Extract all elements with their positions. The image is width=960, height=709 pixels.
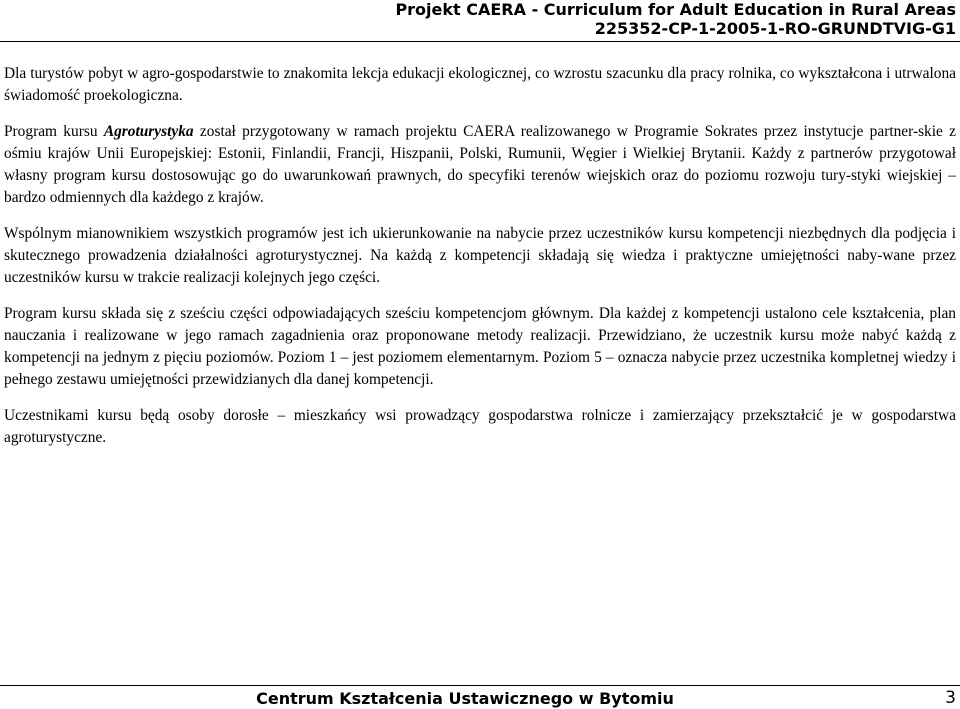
course-name: Agroturystyka [103, 123, 194, 140]
page-number: 3 [945, 688, 956, 708]
footer-title: Centrum Kształcenia Ustawicznego w Bytomiu [256, 689, 674, 708]
paragraph-4: Program kursu składa się z sześciu części odpowiadających sześciu kompetencjom głównym. Dla każdej z kompetencji ustalono cele kształcenia, plan nauczania i realizowane w jego ramach zagadnienia oraz proponowane metody realizacji. Przewidziano, że uczestnik kursu może nabyć każdą z kompetencji na jednym z pięciu poziomów. Poziom 1 – jest poziomem elementarnym. Poziom 5 – oznacza nabycie przez uczestnika kompletnej wiedzy i pełnego zestawu umiejętności przewidzianych dla danej kompetencji. [4, 305, 956, 388]
paragraph-2-rest: został przygotowany w ramach projektu CAERA realizowanego w Programie Sokrates przez instytucje partner-skie z ośmiu krajów Unii Europejskiej: Estonii, Finlandii, Francji, Hiszpanii, Polski, Rumunii, Węgier i Wielkiej Brytanii. Każdy z partnerów przygotował własny program kursu dostosowując go do uwarunkowań prawnych, do specyfiki terenów wiejskich oraz do poziomu rozwoju tury-styki wiejskiej – bardzo odmiennych dla każdego z krajów. [4, 123, 956, 206]
paragraph-5: Uczestnikami kursu będą osoby dorosłe – mieszkańcy wsi prowadzący gospodarstwa rolnicze i zamierzający przekształcić je w gospodarstwa agroturystyczne. [4, 407, 956, 446]
paragraph-1: Dla turystów pobyt w agro-gospodarstwie to znakomita lekcja edukacji ekologicznej, co wzrostu szacunku dla pracy rolnika, co wykształcona i utrwalona świadomość proekologiczna. [4, 65, 956, 104]
page-header [395, 0, 956, 38]
paragraph-2 [4, 121, 956, 209]
document-body [4, 63, 956, 463]
header-project-title: Projekt CAERA - Curriculum for Adult Education in Rural Areas [395, 0, 956, 19]
footer-divider [0, 685, 960, 686]
header-project-code: 225352-CP-1-2005-1-RO-GRUNDTVIG-G1 [594, 19, 956, 38]
header-divider [0, 41, 960, 42]
paragraph-2-lead: Program kursu [4, 123, 104, 140]
paragraph-3: Wspólnym mianownikiem wszystkich programów jest ich ukierunkowanie na nabycie przez uczestników kursu kompetencji niezbędnych dla podjęcia i skutecznego prowadzenia działalności agroturystycznej. Na każdą z kompetencji składają się wiedza i praktyczne umiejętności naby-wane przez uczestników kursu w trakcie realizacji kolejnych jego części. [4, 225, 956, 286]
